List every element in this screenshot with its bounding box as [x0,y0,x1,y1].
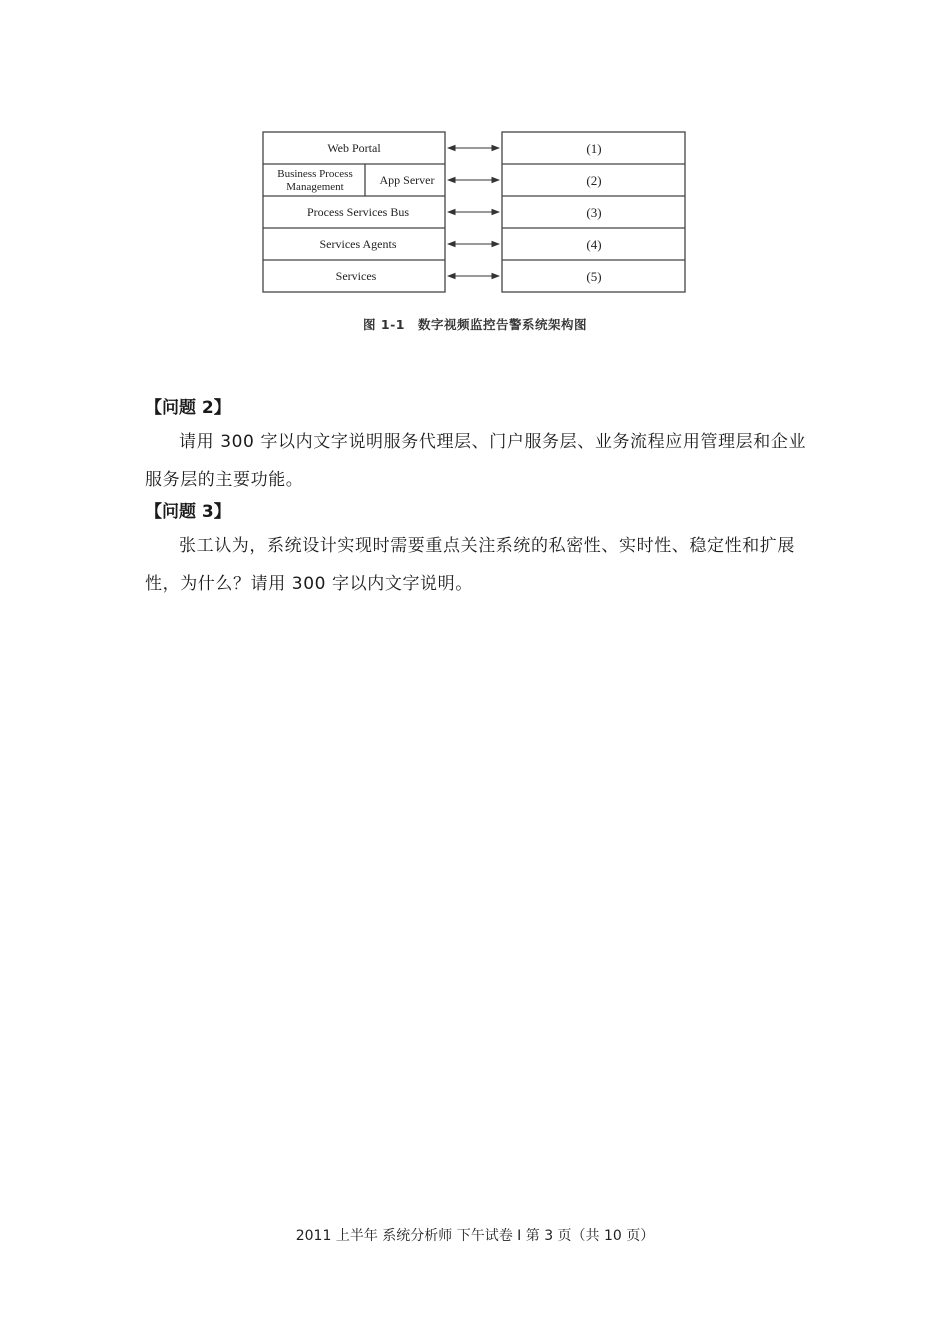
services-agents-label: Services Agents [319,237,397,251]
question-3-heading: 【问题 3】 [145,502,231,522]
question-3-text: 张工认为，系统设计实现时需要重点关注系统的私密性、实时性、稳定性和扩展性，为什么？请用 300 字以内文字说明。 [145,536,795,594]
question-2-text: 请用 300 字以内文字说明服务代理层、门户服务层、业务流程应用管理层和企业服务层的主要功能。 [145,432,807,490]
web-portal-label: Web Portal [327,141,381,155]
question-2-heading: 【问题 2】 [145,398,231,418]
bpm-label-line2: Management [286,181,344,193]
questions-section [145,393,807,601]
slot-1-label: (1) [586,141,602,156]
services-label: Services [335,269,377,283]
process-services-bus-label: Process Services Bus [307,205,409,219]
architecture-diagram [262,131,688,311]
slot-3-label: (3) [586,205,602,220]
slot-2-label: (2) [586,173,602,188]
architecture-figure [262,131,688,341]
page-footer: 2011 上半年 系统分析师 下午试卷 I 第 3 页（共 10 页） [295,1228,655,1244]
slot-5-label: (5) [586,269,602,284]
bpm-label-line1: Business Process [277,168,353,180]
figure-caption: 图 1-1 数字视频监控告警系统架构图 [363,317,587,332]
slot-4-label: (4) [586,237,602,252]
app-server-label: App Server [379,173,435,187]
